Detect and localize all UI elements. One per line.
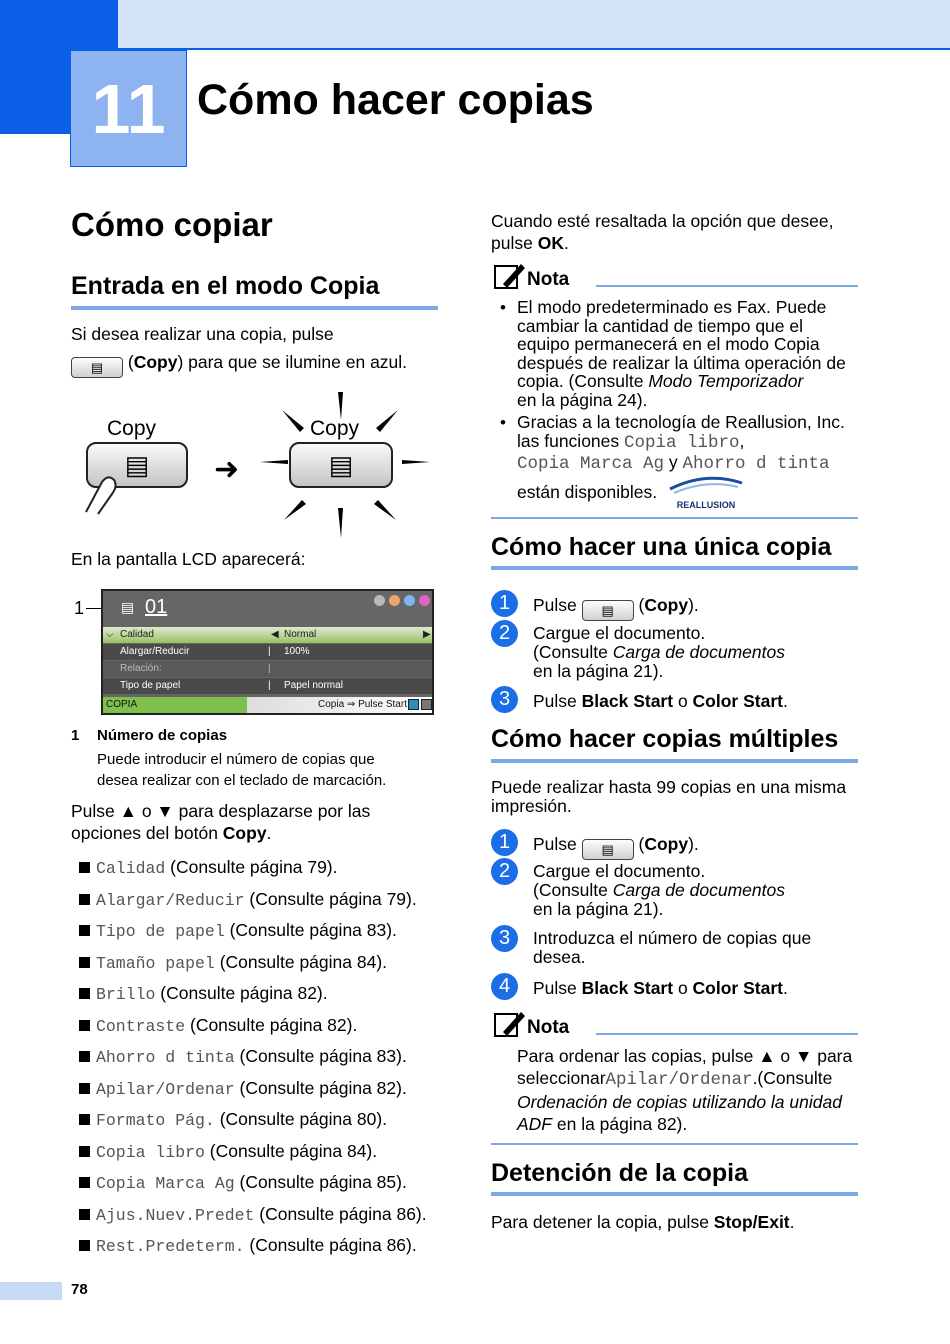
- footer-tab: [0, 1282, 62, 1300]
- heading-detencion: Detención de la copia: [491, 1159, 749, 1187]
- enter-text-1: Si desea realizar una copia, pulse: [71, 324, 334, 344]
- option-item: Contraste (Consulte página 82).: [96, 1014, 358, 1036]
- option-item: Ahorro d tinta (Consulte página 83).: [96, 1046, 407, 1067]
- lcd-row-tipo-papel[interactable]: Tipo de papel | Papel normal: [103, 678, 432, 694]
- option-item: Rest.Predeterm. (Consulte página 86).: [96, 1235, 417, 1256]
- option-item: Tamaño papel (Consulte página 84).: [96, 951, 388, 973]
- chapter-header-band: [118, 0, 950, 48]
- heading-rule: [491, 759, 858, 763]
- legend-title: Número de copias: [97, 727, 228, 744]
- multi-step-3: Introduzca el número de copias que desea.: [533, 928, 812, 967]
- single-step-1: Pulse ▤ (Copy).: [533, 594, 699, 621]
- multi-intro: Puede realizar hasta 99 copias en una misma impresión.: [491, 777, 847, 816]
- copy-key-lit: ▤: [289, 442, 393, 488]
- single-step-3: Pulse Black Start o Color Start.: [533, 691, 788, 711]
- right-intro-1: Cuando esté resaltada la opción que desee,: [491, 211, 834, 231]
- enter-text-2: ▤ (Copy) para que se ilumine en azul.: [71, 351, 407, 378]
- legend-text-1: Puede introducir el número de copias que: [97, 751, 375, 768]
- heading-rule: [491, 1192, 858, 1196]
- bullet-square-icon: [79, 1146, 90, 1157]
- bullet-square-icon: [79, 1240, 90, 1251]
- scroll-text-1: Pulse ▲ o ▼ para desplazarse por las: [71, 801, 371, 821]
- heading-rule: [71, 306, 438, 310]
- bullet-dot: •: [500, 413, 506, 432]
- light-rays-icon: [250, 380, 440, 540]
- finger-icon: [80, 466, 130, 516]
- single-step-2: Cargue el documento. (Consulte Carga de documentos en la página 21).: [533, 623, 785, 681]
- stop-text: Para detener la copia, pulse Stop/Exit.: [491, 1212, 795, 1232]
- step-badge: 1: [491, 590, 518, 617]
- right-intro-2: pulse OK.: [491, 233, 569, 253]
- lcd-row-alargar[interactable]: Alargar/Reducir | 100%: [103, 644, 432, 660]
- option-item: Brillo (Consulte página 82).: [96, 983, 328, 1004]
- arrow-right-icon: ▶: [423, 629, 431, 640]
- option-item: Tipo de papel (Consulte página 83).: [96, 920, 397, 941]
- lcd-intro: En la pantalla LCD aparecerá:: [71, 549, 306, 569]
- heading-copias-multiples: Cómo hacer copias múltiples: [491, 725, 839, 753]
- step-badge: 2: [491, 620, 518, 647]
- step-badge: 3: [491, 686, 518, 713]
- copy-label-right: Copy: [310, 417, 360, 440]
- bullet-square-icon: [79, 1114, 90, 1125]
- option-item: Formato Pág. (Consulte página 80).: [96, 1109, 388, 1130]
- lcd-status-text: Copia ⇒ Pulse Start: [318, 699, 407, 710]
- option-item: Ajus.Nuev.Predet (Consulte página 86).: [96, 1203, 427, 1225]
- note-label: Nota: [527, 269, 570, 290]
- chapter-number: 11: [70, 50, 187, 167]
- option-item: Calidad (Consulte página 79).: [96, 857, 338, 878]
- heading-rule: [491, 566, 858, 570]
- page-number: 78: [71, 1281, 88, 1298]
- option-item: Apilar/Ordenar (Consulte página 82).: [96, 1077, 407, 1099]
- bullet-square-icon: [79, 1177, 90, 1188]
- status-dot-gray: [374, 595, 385, 606]
- note-end-rule: [491, 1143, 858, 1145]
- note-item-2-end: están disponibles.: [517, 482, 658, 502]
- color-start-indicator: [421, 699, 432, 710]
- bullet-square-icon: [79, 894, 90, 905]
- legend-number: 1: [71, 727, 80, 744]
- status-dot-orange: [389, 595, 400, 606]
- heading-entrada-modo-copia: Entrada en el modo Copia: [71, 272, 380, 300]
- section-title-como-copiar: Cómo copiar: [71, 206, 273, 243]
- status-dot-blue: [404, 595, 415, 606]
- bullet-square-icon: [79, 957, 90, 968]
- step-badge: 1: [491, 829, 518, 856]
- bullet-square-icon: [79, 1209, 90, 1220]
- step-badge: 3: [491, 925, 518, 952]
- copy-key-illustration: [80, 380, 440, 540]
- chevron-down-icon: ⌵: [106, 629, 114, 640]
- copy-count: 01: [145, 596, 168, 618]
- lcd-row-calidad[interactable]: ⌵ Calidad ◀ Normal ▶: [103, 627, 432, 643]
- copy-label-left: Copy: [107, 417, 157, 440]
- note-label: Nota: [527, 1017, 570, 1038]
- note-pencil-icon: [493, 262, 527, 292]
- lcd-screen: [101, 589, 434, 715]
- legend-text-2: desea realizar con el teclado de marcación.: [97, 772, 387, 789]
- option-item: Alargar/Reducir (Consulte página 79).: [96, 888, 417, 910]
- note-item-1: El modo predeterminado es Fax. Puede cambiar la cantidad de tiempo que el equipo permanecerá en el modo Copia después de realizar la última operación de copia. (Consulte Modo Temporizador en la página 24).: [517, 297, 846, 410]
- black-start-indicator: [408, 699, 419, 710]
- copy-key-icon: ▤: [582, 839, 634, 860]
- status-dot-pink: [419, 595, 430, 606]
- bullet-square-icon: [79, 862, 90, 873]
- copy-key-button: ▤: [86, 442, 188, 488]
- reallusion-logo: REALLUSION: [666, 473, 746, 507]
- arrow-left-icon: ◀: [271, 629, 279, 640]
- bullet-square-icon: [79, 1083, 90, 1094]
- bullet-square-icon: [79, 1020, 90, 1031]
- multi-step-1: Pulse ▤ (Copy).: [533, 833, 699, 860]
- step-badge: 2: [491, 858, 518, 885]
- scroll-text-2: opciones del botón Copy.: [71, 823, 272, 843]
- note-rule: [596, 285, 858, 287]
- lcd-mode: COPIA: [103, 697, 247, 713]
- note-rule: [596, 1033, 858, 1035]
- multi-step-2: Cargue el documento. (Consulte Carga de documentos en la página 21).: [533, 861, 785, 919]
- bullet-square-icon: [79, 1051, 90, 1062]
- option-item: Copia Marca Ag (Consulte página 85).: [96, 1172, 407, 1193]
- lcd-callout-number: 1: [74, 598, 85, 618]
- option-item: Copia libro (Consulte página 84).: [96, 1140, 378, 1162]
- note-ordenar: Para ordenar las copias, pulse ▲ o ▼ para seleccionarApilar/Ordenar.(Consulte Ordenación de copias utilizando la unidad ADF en la página 82).: [517, 1046, 853, 1134]
- chapter-header-line: [118, 48, 950, 50]
- bullet-square-icon: [79, 925, 90, 936]
- bullet-square-icon: [79, 988, 90, 999]
- arrow-right-icon: ➜: [214, 453, 240, 486]
- note-end-rule: [491, 517, 858, 519]
- step-badge: 4: [491, 973, 518, 1000]
- copy-key-icon: ▤: [71, 357, 123, 378]
- bullet-dot: •: [500, 298, 506, 317]
- lcd-row-relacion: Relación: |: [103, 661, 432, 677]
- document-icon: ▤: [121, 599, 135, 615]
- note-pencil-icon: [493, 1010, 527, 1040]
- chapter-title: Cómo hacer copias: [197, 76, 594, 124]
- lcd-status-bar: [247, 697, 432, 713]
- heading-unica-copia: Cómo hacer una única copia: [491, 533, 832, 561]
- note-item-2: Gracias a la tecnología de Reallusion, Inc. las funciones Copia libro, Copia Marca Ag y Ahorro d tinta: [517, 412, 845, 474]
- copy-key-icon: ▤: [582, 600, 634, 621]
- multi-step-4: Pulse Black Start o Color Start.: [533, 978, 788, 998]
